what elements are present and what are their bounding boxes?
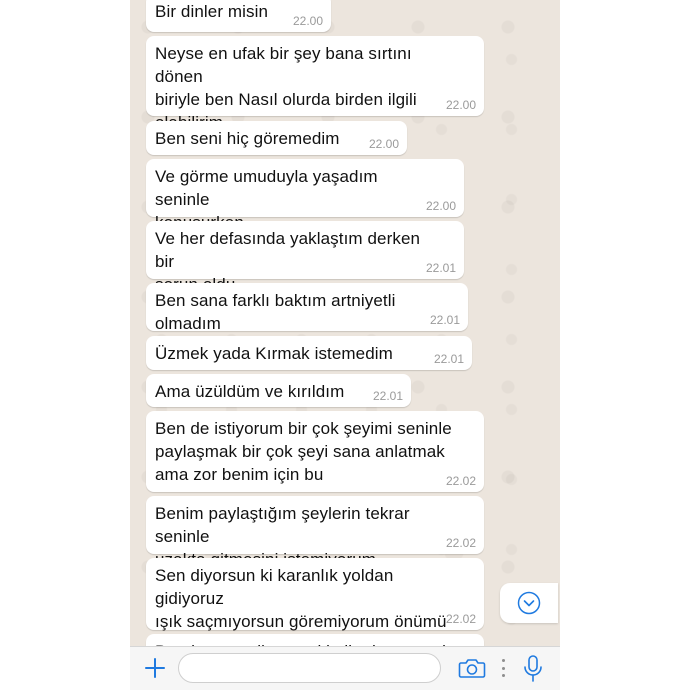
message-time: 22.01 [433, 352, 464, 366]
message-bubble[interactable] [146, 411, 484, 492]
message-text: Ve görme umuduyla yaşadım seninle [155, 167, 378, 209]
chevron-down-circle-icon [517, 591, 541, 615]
message-time: 22.01 [429, 313, 460, 327]
scroll-to-bottom-button[interactable] [500, 583, 558, 623]
message-bubble[interactable] [146, 0, 331, 32]
message-time: 22.00 [292, 14, 323, 28]
message-text: Ve her defasında yaklaştım derken bir [155, 229, 421, 271]
message-time: 22.01 [425, 261, 456, 275]
message-text: Neyse en ufak bir şey bana sırtını dönen biriyle ben Nasıl olurda birden ilgili [155, 44, 417, 109]
message-text: Ben de istiyorum bir çok şeyimi seninle paylaşmak bir çok şeyi sana anlatmak ama zor benim için bu [155, 419, 452, 484]
message-text: Ama üzüldüm ve kırıldım [155, 382, 345, 401]
message-bubble[interactable] [146, 121, 407, 155]
message-text: Ben seni hiç göremedim [155, 129, 340, 148]
message-text: Ben sana farklı baktım artniyetli olmadım [155, 291, 396, 333]
message-text: Benim paylaştığım şeylerin tekrar seninle [155, 504, 410, 546]
message-time: 22.00 [368, 137, 399, 151]
message-bubble[interactable] [146, 336, 472, 370]
message-text: Sen diyorsun ki karanlık yoldan gidiyoruz ışık saçmıyorsun göremiyorum önümü [155, 566, 447, 631]
message-text: Üzmek yada Kırmak istemedim [155, 344, 393, 363]
message-bubble[interactable] [146, 283, 468, 331]
chat-area[interactable] [130, 0, 560, 646]
message-bubble[interactable] [146, 558, 484, 630]
message-time: 22.02 [445, 612, 476, 626]
message-time: 22.01 [372, 389, 403, 403]
more-icon[interactable] [500, 659, 506, 677]
message-input-bar [130, 646, 560, 690]
camera-icon[interactable] [458, 656, 486, 680]
message-bubble[interactable] [146, 36, 484, 116]
message-bubble[interactable] [146, 159, 464, 217]
phone-screen [130, 0, 560, 690]
message-bubble[interactable] [146, 221, 464, 279]
message-time: 22.02 [445, 536, 476, 550]
microphone-icon[interactable] [522, 654, 544, 684]
message-bubble[interactable] [146, 374, 411, 407]
message-bubble[interactable] [146, 496, 484, 554]
message-text: Bir dinler misin [155, 2, 269, 21]
message-time: 22.02 [445, 474, 476, 488]
message-input[interactable] [178, 653, 441, 683]
message-time: 22.00 [425, 199, 456, 213]
plus-icon[interactable] [142, 655, 168, 681]
message-time: 22.00 [445, 98, 476, 112]
